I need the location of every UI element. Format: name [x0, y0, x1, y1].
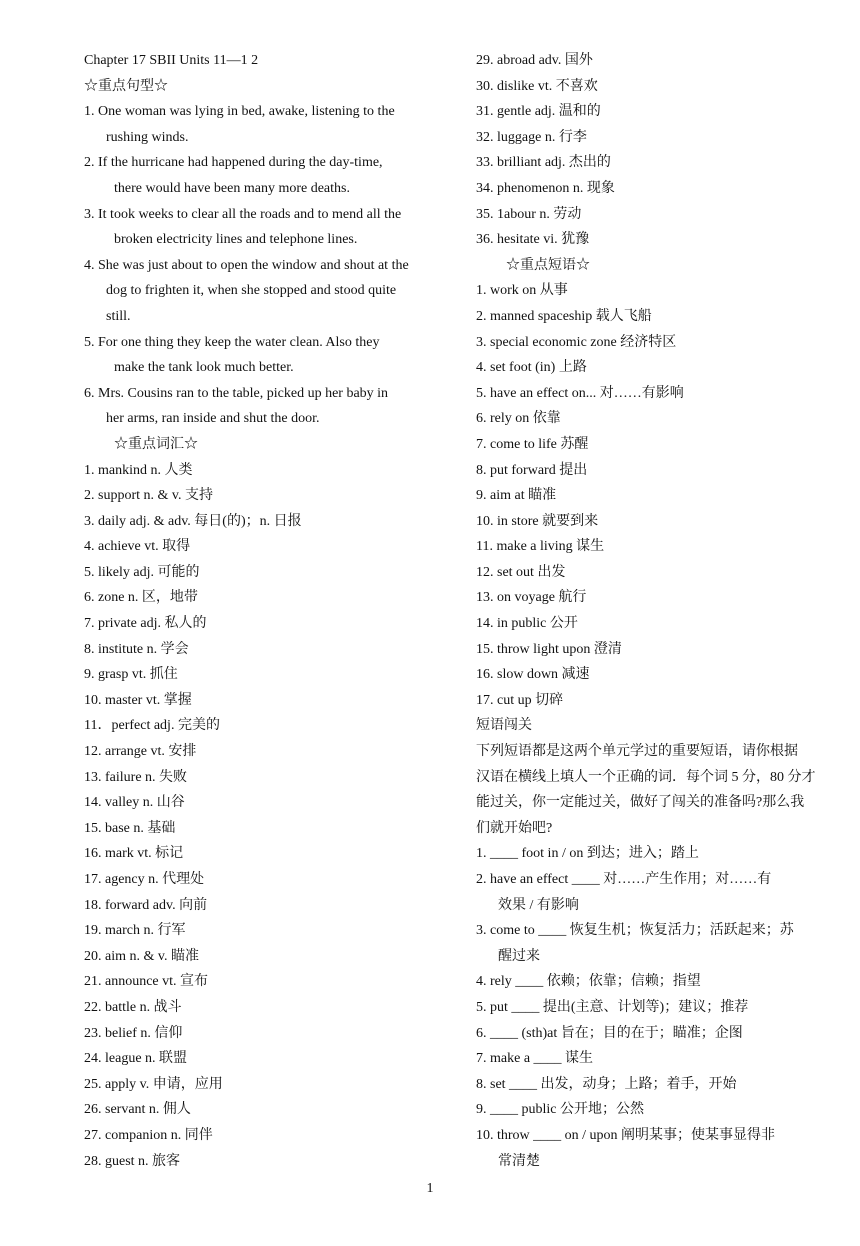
- quiz-intro-line: 们就开始吧?: [476, 820, 553, 836]
- vocab-item: 30. dislike vt. 不喜欢: [476, 78, 598, 94]
- vocab-item: 22. battle n. 战斗: [84, 999, 182, 1015]
- vocab-item: 17. agency n. 代理处: [84, 872, 205, 887]
- sentence-item: [84, 150, 444, 201]
- vocab-item: 8. institute n. 学会: [84, 641, 189, 657]
- right-column: [476, 48, 836, 1174]
- phrases-heading: ☆重点短语☆: [506, 257, 590, 273]
- sentence-item: [84, 330, 444, 381]
- vocab-item: 32. luggage n. 行李: [476, 129, 587, 145]
- phrase-item: 17. cut up 切碎: [476, 692, 564, 708]
- quiz-item: 3. come to ____ 恢复生机；恢复活力；活跃起来；苏: [476, 923, 794, 939]
- vocab-item: 18. forward adv. 向前: [84, 897, 208, 913]
- vocab-item: 15. base n. 基础: [84, 820, 176, 836]
- phrase-item: 4. set foot (in) 上路: [476, 360, 587, 376]
- quiz-item: 8. set ____ 出发，动身；上路；着手，开始: [476, 1076, 737, 1092]
- vocab-item: 35. 1abour n. 劳动: [476, 206, 582, 222]
- quiz-item: 4. rely ____ 依赖；依靠；信赖；指望: [476, 974, 701, 990]
- vocab-item: 26. servant n. 佣人: [84, 1102, 191, 1118]
- quiz-item-continuation: 效果 / 有影响: [498, 897, 579, 913]
- sentence-line: 6. Mrs. Cousins ran to the table, picked up her baby in: [84, 385, 389, 401]
- sentence-line: still.: [106, 308, 131, 324]
- vocab-item: 1. mankind n. 人类: [84, 462, 193, 478]
- quiz-item: 10. throw ____ on / upon 阐明某事；使某事显得非: [476, 1127, 776, 1143]
- quiz-item: 1. ____ foot in / on 到达；进入；踏上: [476, 846, 699, 862]
- phrase-item: 7. come to life 苏醒: [476, 436, 589, 452]
- phrase-item: 1. work on 从事: [476, 283, 568, 299]
- phrase-item: 14. in public 公开: [476, 616, 578, 632]
- vocab-item: 16. mark vt. 标记: [84, 846, 184, 862]
- sentences-heading: ☆重点句型☆: [84, 78, 168, 94]
- quiz-intro-line: 下列短语都是这两个单元学过的重要短语，请你根据: [476, 744, 798, 760]
- vocab-item: 36. hesitate vi. 犹豫: [476, 232, 590, 248]
- quiz-item: 5. put ____ 提出(主意、计划等)；建议；推荐: [476, 999, 749, 1015]
- phrase-item: 2. manned spaceship 载人飞船: [476, 308, 652, 324]
- quiz-heading: 短语闯关: [476, 718, 532, 734]
- sentence-line: make the tank look much better.: [114, 360, 294, 376]
- vocab-item: 33. brilliant adj. 杰出的: [476, 155, 611, 171]
- phrase-item: 11. make a living 谋生: [476, 539, 605, 555]
- sentence-line: dog to frighten it, when she stopped and stood quite: [106, 283, 397, 299]
- quiz-item: 6. ____ (sth)at 旨在；目的在于；瞄准；企图: [476, 1025, 743, 1041]
- sentence-line: 1. One woman was lying in bed, awake, listening to the: [84, 104, 395, 120]
- phrase-item: 3. special economic zone 经济特区: [476, 334, 677, 350]
- page-number: 1: [426, 1181, 434, 1196]
- left-column: [84, 48, 444, 1174]
- vocab-list-right: [476, 48, 836, 253]
- quiz-intro-line: 汉语在横线上填人一个正确的词．每个词 5 分，80 分才: [476, 769, 816, 785]
- quiz-item: 2. have an effect ____ 对……产生作用；对……有: [476, 872, 772, 887]
- quiz-intro-line: 能过关，你一定能过关，做好了闯关的准备吗?那么我: [476, 795, 805, 811]
- vocab-item: 27. companion n. 同伴: [84, 1127, 213, 1143]
- sentence-line: there would have been many more deaths.: [114, 180, 350, 196]
- vocab-list-left: [84, 458, 444, 1175]
- phrase-item: 16. slow down 减速: [476, 667, 590, 683]
- vocab-item: 19. march n. 行军: [84, 923, 186, 939]
- chapter-header: Chapter 17 SBII Units 11—1 2: [84, 53, 259, 68]
- sentence-line: broken electricity lines and telephone lines.: [114, 232, 358, 248]
- sentence-list: [84, 99, 444, 432]
- phrase-item: 10. in store 就要到来: [476, 513, 599, 529]
- sentence-line: 4. She was just about to open the window and shout at the: [84, 257, 409, 273]
- vocab-item: 7. private adj. 私人的: [84, 616, 207, 632]
- vocab-item: 5. likely adj. 可能的: [84, 564, 200, 580]
- sentence-line: 2. If the hurricane had happened during the day-time,: [84, 155, 383, 171]
- vocab-item: 6. zone n. 区，地带: [84, 590, 198, 606]
- phrase-item: 13. on voyage 航行: [476, 590, 587, 606]
- vocab-item: 34. phenomenon n. 现象: [476, 180, 615, 196]
- sentence-line: 5. For one thing they keep the water clean. Also they: [84, 334, 380, 350]
- vocab-item: 10. master vt. 掌握: [84, 692, 192, 708]
- vocab-item: 21. announce vt. 宣布: [84, 974, 209, 990]
- vocab-item: 12. arrange vt. 安排: [84, 744, 197, 760]
- phrase-item: 12. set out 出发: [476, 564, 566, 580]
- sentence-item: [84, 99, 444, 150]
- sentence-item: [84, 253, 444, 330]
- phrase-item: 5. have an effect on... 对……有影响: [476, 385, 684, 401]
- vocab-item: 31. gentle adj. 温和的: [476, 104, 601, 120]
- vocab-heading: ☆重点词汇☆: [114, 436, 198, 452]
- quiz-item: 9. ____ public 公开地；公然: [476, 1102, 644, 1118]
- phrase-item: 6. rely on 依靠: [476, 411, 561, 427]
- quiz-list: [476, 841, 836, 1174]
- sentence-item: [84, 381, 444, 432]
- vocab-item: 14. valley n. 山谷: [84, 795, 185, 811]
- phrase-item: 8. put forward 提出: [476, 462, 588, 478]
- phrase-item: 9. aim at 瞄准: [476, 488, 557, 504]
- quiz-item-continuation: 常清楚: [498, 1153, 540, 1169]
- phrase-list: [476, 278, 836, 713]
- vocab-item: 3. daily adj. & adv. 每日(的)；n. 日报: [84, 513, 302, 529]
- vocab-item: 29. abroad adv. 国外: [476, 53, 593, 68]
- vocab-item: 23. belief n. 信仰: [84, 1025, 183, 1041]
- sentence-item: [84, 202, 444, 253]
- quiz-intro: [476, 739, 836, 841]
- quiz-item: 7. make a ____ 谋生: [476, 1051, 594, 1067]
- sentence-line: rushing winds.: [106, 129, 189, 145]
- vocab-item: 24. league n. 联盟: [84, 1051, 188, 1067]
- quiz-item-continuation: 醒过来: [498, 948, 540, 964]
- vocab-item: 2. support n. & v. 支持: [84, 488, 213, 504]
- vocab-item: 25. apply v. 申请，应用: [84, 1076, 223, 1092]
- vocab-item: 4. achieve vt. 取得: [84, 539, 191, 555]
- phrase-item: 15. throw light upon 澄清: [476, 641, 622, 657]
- vocab-item: 9. grasp vt. 抓住: [84, 667, 178, 683]
- vocab-item: 20. aim n. & v. 瞄准: [84, 948, 199, 964]
- vocab-item: 28. guest n. 旅客: [84, 1153, 181, 1169]
- vocab-item: 11．perfect adj. 完美的: [84, 718, 220, 734]
- vocab-item: 13. failure n. 失败: [84, 769, 188, 785]
- sentence-line: 3. It took weeks to clear all the roads and to mend all the: [84, 206, 402, 222]
- sentence-line: her arms, ran inside and shut the door.: [106, 411, 320, 427]
